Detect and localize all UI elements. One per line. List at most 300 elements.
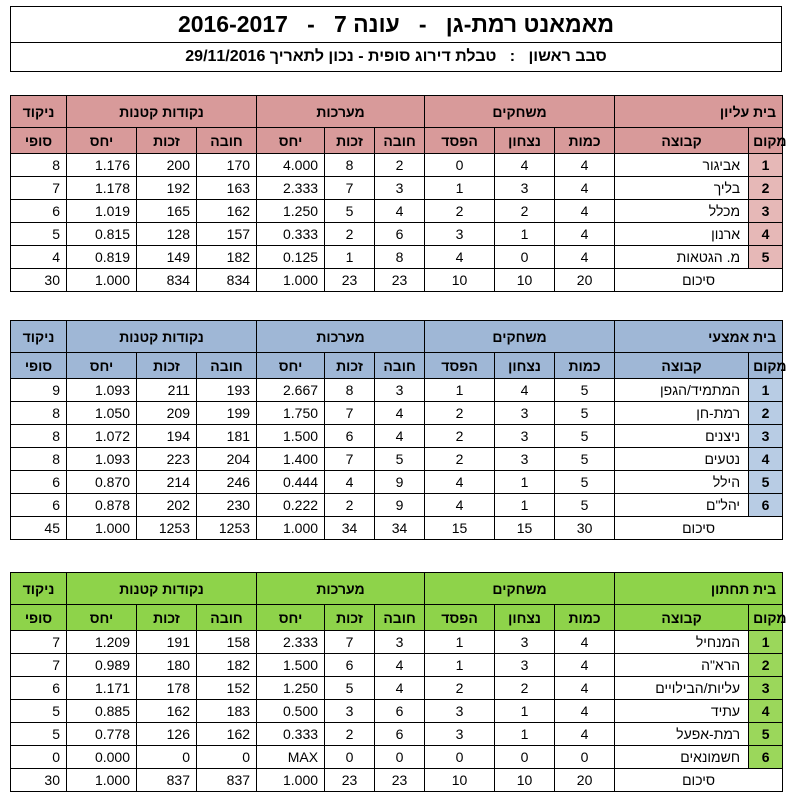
cell-sp-ratio: 0.778 — [67, 723, 137, 746]
cell-count: 5 — [555, 448, 615, 471]
sp-for-header: זכות — [137, 605, 197, 631]
rank-header: מקום — [749, 605, 783, 631]
cell-sp-against: 182 — [197, 246, 257, 269]
cell-sp-against: 158 — [197, 631, 257, 654]
cell-rank: 6 — [749, 494, 783, 517]
cell-sets-ratio: 1.500 — [257, 425, 325, 448]
total-score: 30 — [11, 269, 67, 292]
cell-sp-ratio: 1.093 — [67, 379, 137, 402]
cell-sp-against: 170 — [197, 154, 257, 177]
cell-team: עתיד — [615, 700, 749, 723]
page-title: מאמאנט רמת-גן - עונה 7 - 2016-2017 — [11, 7, 781, 43]
cell-sp-for: 194 — [137, 425, 197, 448]
total-sp-for: 837 — [137, 769, 197, 792]
cell-sp-against: 183 — [197, 700, 257, 723]
cell-won: 4 — [495, 379, 555, 402]
cell-count: 4 — [555, 723, 615, 746]
games-won-header: נצחון — [495, 353, 555, 379]
cell-rank: 1 — [749, 154, 783, 177]
team-header: קבוצה — [615, 605, 749, 631]
cell-sets-against: 9 — [375, 471, 425, 494]
cell-sets-for: 4 — [325, 471, 375, 494]
cell-won: 3 — [495, 177, 555, 200]
cell-sp-ratio: 0.000 — [67, 746, 137, 769]
total-sp-against: 837 — [197, 769, 257, 792]
cell-lost: 0 — [425, 746, 495, 769]
total-lost: 10 — [425, 769, 495, 792]
table-header-row — [11, 573, 783, 605]
sets-for-header: זכות — [325, 605, 375, 631]
cell-won: 1 — [495, 223, 555, 246]
games-header: משחקים — [425, 321, 615, 353]
cell-sp-for: 192 — [137, 177, 197, 200]
cell-won: 0 — [495, 246, 555, 269]
total-score: 45 — [11, 517, 67, 540]
table-row — [11, 425, 783, 448]
cell-won: 1 — [495, 700, 555, 723]
table-row — [11, 223, 783, 246]
cell-sets-ratio: 1.250 — [257, 200, 325, 223]
cell-sets-against: 4 — [375, 654, 425, 677]
house-title: בית עליון — [615, 96, 783, 128]
cell-sets-for: 0 — [325, 746, 375, 769]
cell-sp-against: 204 — [197, 448, 257, 471]
cell-sets-for: 6 — [325, 654, 375, 677]
cell-count: 5 — [555, 494, 615, 517]
cell-sets-ratio: 0.222 — [257, 494, 325, 517]
table-row — [11, 700, 783, 723]
cell-won: 3 — [495, 654, 555, 677]
cell-won: 2 — [495, 677, 555, 700]
cell-sp-ratio: 1.093 — [67, 448, 137, 471]
cell-sets-ratio: MAX — [257, 746, 325, 769]
cell-count: 0 — [555, 746, 615, 769]
cell-count: 4 — [555, 200, 615, 223]
cell-sp-ratio: 0.989 — [67, 654, 137, 677]
cell-rank: 4 — [749, 448, 783, 471]
cell-sets-ratio: 2.333 — [257, 631, 325, 654]
cell-rank: 1 — [749, 379, 783, 402]
cell-sets-ratio: 1.750 — [257, 402, 325, 425]
cell-sp-against: 181 — [197, 425, 257, 448]
cell-sp-against: 182 — [197, 654, 257, 677]
cell-sp-for: 211 — [137, 379, 197, 402]
cell-sets-for: 7 — [325, 402, 375, 425]
total-sets-for: 23 — [325, 269, 375, 292]
cell-sp-against: 246 — [197, 471, 257, 494]
cell-team: המתמיד/הגפן — [615, 379, 749, 402]
cell-sets-ratio: 0.444 — [257, 471, 325, 494]
sets-for-header: זכות — [325, 353, 375, 379]
cell-lost: 3 — [425, 723, 495, 746]
cell-sp-ratio: 0.819 — [67, 246, 137, 269]
cell-lost: 2 — [425, 677, 495, 700]
cell-sp-for: 128 — [137, 223, 197, 246]
games-lost-header: הפסד — [425, 353, 495, 379]
cell-sp-ratio: 0.870 — [67, 471, 137, 494]
games-count-header: כמות — [555, 128, 615, 154]
cell-sp-ratio: 1.019 — [67, 200, 137, 223]
cell-count: 4 — [555, 677, 615, 700]
cell-score: 7 — [11, 177, 67, 200]
cell-sets-against: 4 — [375, 425, 425, 448]
cell-rank: 4 — [749, 223, 783, 246]
page-header — [10, 6, 782, 72]
sp-ratio-header: יחס — [67, 605, 137, 631]
cell-sp-against: 162 — [197, 723, 257, 746]
cell-score: 6 — [11, 494, 67, 517]
cell-score: 8 — [11, 448, 67, 471]
total-won: 10 — [495, 269, 555, 292]
total-label: סיכום — [615, 269, 783, 292]
cell-sets-against: 4 — [375, 402, 425, 425]
total-row — [11, 269, 783, 292]
cell-sets-against: 3 — [375, 379, 425, 402]
cell-count: 4 — [555, 654, 615, 677]
total-sets-against: 23 — [375, 769, 425, 792]
cell-count: 4 — [555, 631, 615, 654]
cell-sets-for: 1 — [325, 246, 375, 269]
table-header-row — [11, 321, 783, 353]
sp-for-header: זכות — [137, 353, 197, 379]
cell-lost: 2 — [425, 402, 495, 425]
cell-sp-for: 209 — [137, 402, 197, 425]
cell-sets-for: 7 — [325, 448, 375, 471]
cell-sp-against: 230 — [197, 494, 257, 517]
cell-sets-for: 8 — [325, 154, 375, 177]
sets-header: מערכות — [257, 96, 425, 128]
cell-team: מכלל — [615, 200, 749, 223]
cell-sets-for: 6 — [325, 425, 375, 448]
games-won-header: נצחון — [495, 128, 555, 154]
sets-against-header: חובה — [375, 353, 425, 379]
cell-won: 4 — [495, 154, 555, 177]
cell-sets-for: 2 — [325, 223, 375, 246]
cell-won: 2 — [495, 200, 555, 223]
cell-won: 3 — [495, 448, 555, 471]
total-sets-ratio: 1.000 — [257, 517, 325, 540]
cell-rank: 2 — [749, 177, 783, 200]
total-sp-for: 834 — [137, 269, 197, 292]
cell-sp-for: 200 — [137, 154, 197, 177]
cell-sets-against: 2 — [375, 154, 425, 177]
table-header-row — [11, 96, 783, 128]
cell-lost: 4 — [425, 246, 495, 269]
cell-team: רמת-חן — [615, 402, 749, 425]
cell-sets-against: 3 — [375, 177, 425, 200]
cell-sp-for: 180 — [137, 654, 197, 677]
cell-won: 1 — [495, 723, 555, 746]
cell-sets-for: 3 — [325, 700, 375, 723]
table-row — [11, 246, 783, 269]
cell-team: אביגור — [615, 154, 749, 177]
cell-sets-against: 6 — [375, 723, 425, 746]
cell-sp-against: 152 — [197, 677, 257, 700]
total-label: סיכום — [615, 769, 783, 792]
total-count: 30 — [555, 517, 615, 540]
score-header-bottom: סופי — [11, 128, 67, 154]
cell-score: 7 — [11, 654, 67, 677]
cell-sp-ratio: 1.209 — [67, 631, 137, 654]
cell-count: 4 — [555, 700, 615, 723]
cell-won: 3 — [495, 425, 555, 448]
cell-sets-ratio: 4.000 — [257, 154, 325, 177]
sets-ratio-header: יחס — [257, 605, 325, 631]
rank-header: מקום — [749, 128, 783, 154]
cell-score: 8 — [11, 402, 67, 425]
sets-ratio-header: יחס — [257, 128, 325, 154]
cell-score: 9 — [11, 379, 67, 402]
cell-sp-ratio: 1.171 — [67, 677, 137, 700]
cell-rank: 2 — [749, 402, 783, 425]
cell-score: 6 — [11, 471, 67, 494]
cell-sp-for: 178 — [137, 677, 197, 700]
cell-count: 4 — [555, 246, 615, 269]
total-sets-against: 23 — [375, 269, 425, 292]
team-header: קבוצה — [615, 128, 749, 154]
sp-against-header: חובה — [197, 128, 257, 154]
small-points-header: נקודות קטנות — [67, 573, 257, 605]
total-sets-against: 34 — [375, 517, 425, 540]
games-header: משחקים — [425, 96, 615, 128]
table-row — [11, 154, 783, 177]
cell-sp-against: 157 — [197, 223, 257, 246]
score-header-top: ניקוד — [11, 321, 67, 353]
total-sp-against: 1253 — [197, 517, 257, 540]
cell-score: 5 — [11, 223, 67, 246]
cell-lost: 4 — [425, 494, 495, 517]
cell-won: 3 — [495, 631, 555, 654]
cell-rank: 2 — [749, 654, 783, 677]
table-subheader-row — [11, 353, 783, 379]
cell-count: 5 — [555, 471, 615, 494]
table-subheader-row — [11, 128, 783, 154]
house-title: בית תחתון — [615, 573, 783, 605]
cell-lost: 1 — [425, 379, 495, 402]
games-count-header: כמות — [555, 353, 615, 379]
sp-ratio-header: יחס — [67, 353, 137, 379]
cell-sets-ratio: 0.333 — [257, 223, 325, 246]
sets-ratio-header: יחס — [257, 353, 325, 379]
cell-sp-for: 202 — [137, 494, 197, 517]
cell-rank: 5 — [749, 723, 783, 746]
games-lost-header: הפסד — [425, 605, 495, 631]
cell-sets-ratio: 2.333 — [257, 177, 325, 200]
total-row — [11, 517, 783, 540]
cell-sets-against: 0 — [375, 746, 425, 769]
cell-count: 5 — [555, 425, 615, 448]
table-row — [11, 200, 783, 223]
cell-sets-ratio: 0.500 — [257, 700, 325, 723]
cell-rank: 1 — [749, 631, 783, 654]
total-sp-for: 1253 — [137, 517, 197, 540]
games-lost-header: הפסד — [425, 128, 495, 154]
cell-sp-ratio: 0.885 — [67, 700, 137, 723]
cell-lost: 1 — [425, 177, 495, 200]
cell-team: עליות/הבילויים — [615, 677, 749, 700]
total-count: 20 — [555, 269, 615, 292]
cell-rank: 3 — [749, 200, 783, 223]
sp-for-header: זכות — [137, 128, 197, 154]
total-count: 20 — [555, 769, 615, 792]
sp-against-header: חובה — [197, 605, 257, 631]
rank-header: מקום — [749, 353, 783, 379]
cell-count: 4 — [555, 177, 615, 200]
cell-sets-against: 9 — [375, 494, 425, 517]
cell-sp-for: 165 — [137, 200, 197, 223]
table-row — [11, 723, 783, 746]
games-count-header: כמות — [555, 605, 615, 631]
cell-sp-ratio: 1.176 — [67, 154, 137, 177]
total-score: 30 — [11, 769, 67, 792]
cell-won: 1 — [495, 471, 555, 494]
cell-sp-ratio: 0.878 — [67, 494, 137, 517]
sets-against-header: חובה — [375, 605, 425, 631]
table-row — [11, 379, 783, 402]
cell-score: 8 — [11, 425, 67, 448]
total-sp-ratio: 1.000 — [67, 517, 137, 540]
total-sets-ratio: 1.000 — [257, 769, 325, 792]
table-row — [11, 631, 783, 654]
score-header-bottom: סופי — [11, 353, 67, 379]
cell-won: 0 — [495, 746, 555, 769]
cell-lost: 1 — [425, 654, 495, 677]
sets-for-header: זכות — [325, 128, 375, 154]
sp-against-header: חובה — [197, 353, 257, 379]
table-row — [11, 471, 783, 494]
standings-table-upper — [10, 95, 787, 292]
total-lost: 10 — [425, 269, 495, 292]
cell-score: 7 — [11, 631, 67, 654]
sets-header: מערכות — [257, 321, 425, 353]
cell-team: הרא"ה — [615, 654, 749, 677]
table-subheader-row — [11, 605, 783, 631]
total-row — [11, 769, 783, 792]
table-row — [11, 746, 783, 769]
sp-ratio-header: יחס — [67, 128, 137, 154]
cell-count: 4 — [555, 223, 615, 246]
cell-sets-ratio: 2.667 — [257, 379, 325, 402]
cell-team: הילל — [615, 471, 749, 494]
cell-sp-against: 0 — [197, 746, 257, 769]
cell-rank: 3 — [749, 425, 783, 448]
total-sp-against: 834 — [197, 269, 257, 292]
cell-lost: 1 — [425, 631, 495, 654]
standings-table-lower — [10, 572, 787, 792]
total-sp-ratio: 1.000 — [67, 769, 137, 792]
cell-team: רמת-אפעל — [615, 723, 749, 746]
cell-sets-against: 6 — [375, 700, 425, 723]
cell-score: 6 — [11, 200, 67, 223]
cell-sets-ratio: 1.250 — [257, 677, 325, 700]
cell-team: נטעים — [615, 448, 749, 471]
standings-table-middle — [10, 320, 787, 540]
cell-sets-for: 7 — [325, 631, 375, 654]
total-sets-ratio: 1.000 — [257, 269, 325, 292]
cell-sets-for: 5 — [325, 200, 375, 223]
total-lost: 15 — [425, 517, 495, 540]
cell-count: 4 — [555, 154, 615, 177]
cell-score: 5 — [11, 700, 67, 723]
sets-against-header: חובה — [375, 128, 425, 154]
cell-sets-for: 2 — [325, 494, 375, 517]
cell-team: המנחיל — [615, 631, 749, 654]
cell-team: ארנון — [615, 223, 749, 246]
cell-team: ניצנים — [615, 425, 749, 448]
cell-sets-for: 7 — [325, 177, 375, 200]
cell-team: בליך — [615, 177, 749, 200]
house-title: בית אמצעי — [615, 321, 783, 353]
cell-count: 5 — [555, 379, 615, 402]
table-row — [11, 177, 783, 200]
score-header-top: ניקוד — [11, 573, 67, 605]
table-row — [11, 448, 783, 471]
cell-score: 0 — [11, 746, 67, 769]
small-points-header: נקודות קטנות — [67, 321, 257, 353]
cell-lost: 4 — [425, 471, 495, 494]
cell-rank: 3 — [749, 677, 783, 700]
cell-sp-ratio: 1.050 — [67, 402, 137, 425]
cell-sets-against: 3 — [375, 631, 425, 654]
games-won-header: נצחון — [495, 605, 555, 631]
team-header: קבוצה — [615, 353, 749, 379]
cell-sp-for: 126 — [137, 723, 197, 746]
cell-sp-ratio: 0.815 — [67, 223, 137, 246]
cell-sets-ratio: 0.125 — [257, 246, 325, 269]
cell-lost: 2 — [425, 425, 495, 448]
cell-sets-for: 2 — [325, 723, 375, 746]
sets-header: מערכות — [257, 573, 425, 605]
cell-score: 6 — [11, 677, 67, 700]
cell-score: 8 — [11, 154, 67, 177]
score-header-bottom: סופי — [11, 605, 67, 631]
cell-sp-against: 193 — [197, 379, 257, 402]
cell-lost: 2 — [425, 200, 495, 223]
page-subtitle: סבב ראשון : טבלת דירוג סופית - נכון לתאריך 29/11/2016 — [185, 48, 607, 65]
cell-sp-against: 163 — [197, 177, 257, 200]
cell-sp-against: 199 — [197, 402, 257, 425]
cell-sets-against: 6 — [375, 223, 425, 246]
cell-sets-ratio: 1.500 — [257, 654, 325, 677]
cell-sets-against: 4 — [375, 200, 425, 223]
total-sets-for: 34 — [325, 517, 375, 540]
cell-sp-for: 223 — [137, 448, 197, 471]
cell-rank: 6 — [749, 746, 783, 769]
cell-rank: 4 — [749, 700, 783, 723]
total-won: 10 — [495, 769, 555, 792]
cell-sets-for: 5 — [325, 677, 375, 700]
cell-lost: 2 — [425, 448, 495, 471]
cell-won: 1 — [495, 494, 555, 517]
cell-sp-for: 214 — [137, 471, 197, 494]
cell-score: 4 — [11, 246, 67, 269]
cell-lost: 3 — [425, 223, 495, 246]
score-header-top: ניקוד — [11, 96, 67, 128]
cell-team: חשמונאים — [615, 746, 749, 769]
cell-score: 5 — [11, 723, 67, 746]
cell-team: מ. הגטאות — [615, 246, 749, 269]
cell-sp-for: 0 — [137, 746, 197, 769]
total-won: 15 — [495, 517, 555, 540]
cell-sp-for: 191 — [137, 631, 197, 654]
table-row — [11, 677, 783, 700]
total-label: סיכום — [615, 517, 783, 540]
cell-sp-for: 149 — [137, 246, 197, 269]
cell-rank: 5 — [749, 246, 783, 269]
total-sets-for: 23 — [325, 769, 375, 792]
cell-sp-ratio: 1.072 — [67, 425, 137, 448]
cell-sp-for: 162 — [137, 700, 197, 723]
